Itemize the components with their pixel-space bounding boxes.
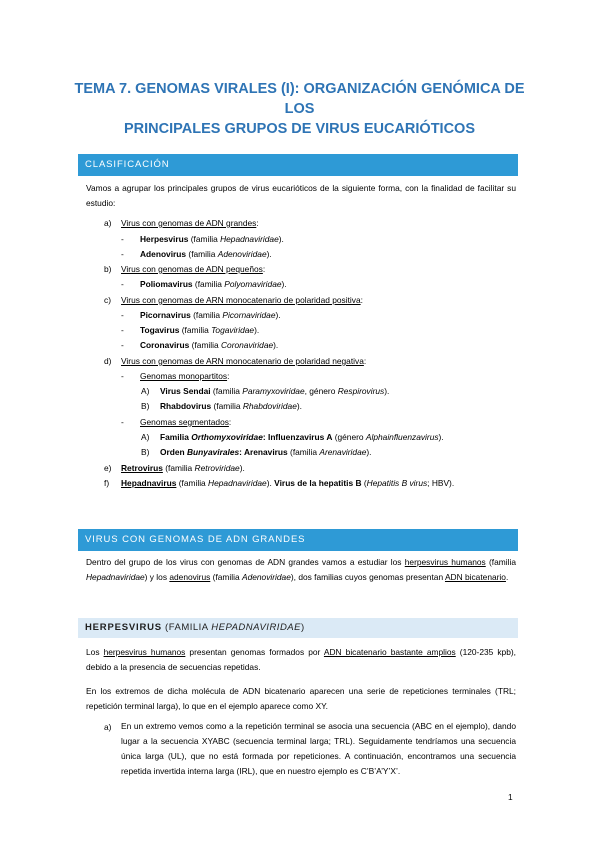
list-item-rhabdovirus: Rhabdovirus (familia Rhabdoviridae). [160,401,302,411]
page-number: 1 [508,792,513,802]
list-item-monopartitos: Genomas monopartitos: [140,371,230,381]
list-item-a: Virus con genomas de ADN grandes: [121,218,259,228]
list-item-retrovirus: Retrovirus (familia Retroviridae). [121,463,245,473]
bullet-dash: - [121,249,124,259]
herpesvirus-item-a: En un extremo vemos como a la repetición terminal se asocia una secuencia (ABC en el ejemplo), dando lugar a la secuencia XYABC (secuencia terminal larga; TRL). Seguidamente tendríamos una secuencia única larga (UL), que no está formada por repeticiones. A continuación, encontramos una secuencia repetida invertida interna larga (IRL), que en nuestro ejemplo es C’B’A’Y’X’. [121,721,516,776]
list-marker-a: a) [104,218,112,228]
list-item-b: Virus con genomas de ADN pequeños: [121,264,266,274]
bullet-dash: - [121,310,124,320]
list-marker-f: f) [104,478,110,488]
list-marker-b: b) [104,264,112,274]
list-marker-A: A) [141,432,150,442]
list-item-herpesvirus: Herpesvirus (familia Hepadnaviridae). [140,234,284,244]
list-item-hepadnavirus: Hepadnavirus (familia Hepadnaviridae). Virus de la hepatitis B (Hepatitis B virus; HBV). [121,478,455,488]
list-item-picornavirus: Picornavirus (familia Picornaviridae). [140,310,281,320]
bullet-dash: - [121,234,124,244]
herpesvirus-paragraph-2: En los extremos de dicha molécula de ADN bicatenario aparecen una serie de repeticiones terminales (TRL; repetición terminal larga), lo que en el ejemplo aparece como XY. [86,686,516,711]
bullet-dash: - [121,340,124,350]
list-item-c: Virus con genomas de ARN monocatenario de polaridad positiva: [121,295,363,305]
list-item-segmentados: Genomas segmentados: [140,417,232,427]
bullet-dash: - [121,325,124,335]
bullet-dash: - [121,279,124,289]
list-item-d: Virus con genomas de ARN monocatenario de polaridad negativa: [121,356,367,366]
title-line-1: TEMA 7. GENOMAS VIRALES (I): ORGANIZACIÓN GENÓMICA DE LOS [74,81,525,117]
bullet-dash: - [121,417,124,427]
list-item-bunyavirales: Orden Bunyavirales: Arenavirus (familia Arenaviridae). [160,447,372,457]
list-item-coronavirus: Coronavirus (familia Coronaviridae). [140,340,279,350]
list-item-orthomyxoviridae: Familia Orthomyxoviridae: Influenzavirus A (género Alphainfluenzavirus). [160,432,444,442]
list-marker-c: c) [104,295,111,305]
page-title [60,79,539,139]
bullet-dash: - [121,371,124,381]
section-header-clasificacion: CLASIFICACIÓN [78,154,518,176]
subsection-header-herpesvirus: HERPESVIRUS (FAMILIA HEPADNAVIRIDAE) [78,618,518,638]
list-marker-e: e) [104,463,112,473]
list-marker-B: B) [141,447,150,457]
list-marker-d: d) [104,356,112,366]
section2-paragraph: Dentro del grupo de los virus con genomas de ADN grandes vamos a estudiar los herpesvirus humanos (familia Hepadnaviridae) y los adenovirus (familia Adenoviridae), dos familias cuyos genomas presentan ADN bicatenario. [86,557,516,582]
list-marker-a: a) [104,722,112,732]
title-line-2: PRINCIPALES GRUPOS DE VIRUS EUCARIÓTICOS [124,121,475,137]
list-item-adenovirus: Adenovirus (familia Adenoviridae). [140,249,272,259]
section-header-adn-grandes: VIRUS CON GENOMAS DE ADN GRANDES [78,529,518,551]
herpesvirus-paragraph-1: Los herpesvirus humanos presentan genomas formados por ADN bicatenario bastante amplios (120-235 kpb), debido a la presencia de secuencias repetidas. [86,647,516,672]
intro-paragraph: Vamos a agrupar los principales grupos de virus eucarióticos de la siguiente forma, con la finalidad de facilitar su estudio: [86,183,516,208]
list-marker-B: B) [141,401,150,411]
list-marker-A: A) [141,386,150,396]
list-item-virus-sendai: Virus Sendai (familia Paramyxoviridae, género Respirovirus). [160,386,390,396]
list-item-togavirus: Togavirus (familia Togaviridae). [140,325,260,335]
list-item-poliomavirus: Poliomavirus (familia Polyomaviridae). [140,279,287,289]
